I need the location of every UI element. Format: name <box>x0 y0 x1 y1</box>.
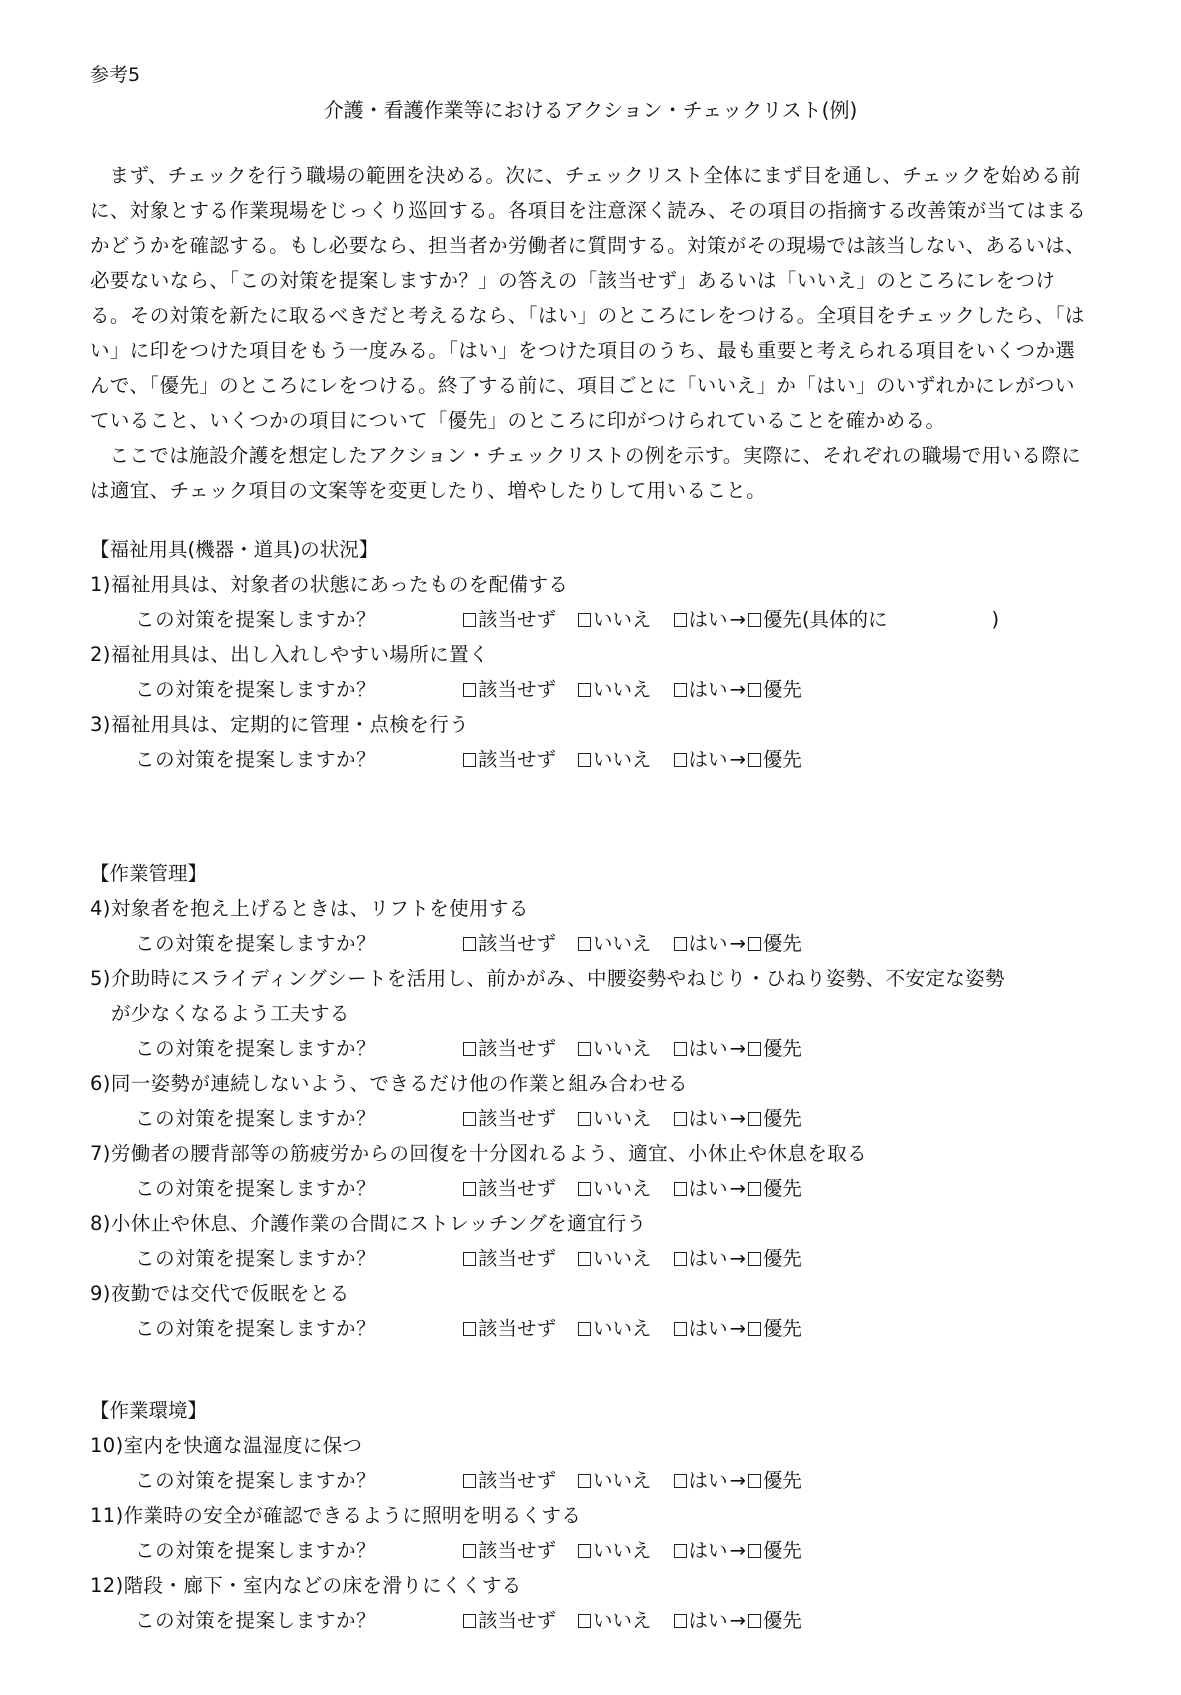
checklist-item-3: 3)福祉用具は、定期的に管理・点検を行う <box>90 713 470 736</box>
checkbox-icon[interactable] <box>463 613 476 627</box>
checkbox-icon[interactable] <box>578 1252 591 1266</box>
question-row-5 <box>90 1031 1090 1066</box>
option-priority[interactable]: 優先 <box>748 1101 802 1136</box>
question-label: この対策を提案しますか？ <box>135 1107 377 1130</box>
question-row-7 <box>90 1171 1090 1206</box>
arrow-icon: → <box>729 608 746 631</box>
checkbox-icon[interactable] <box>748 683 761 697</box>
checkbox-icon[interactable] <box>674 1544 687 1558</box>
question-label: この対策を提案しますか？ <box>135 1177 377 1200</box>
arrow-icon: → <box>729 1247 746 1270</box>
option-priority[interactable]: 優先 <box>748 1241 802 1276</box>
checklist-item-8: 8)小休止や休息、介護作業の合間にストレッチングを適宜行う <box>90 1212 647 1235</box>
option-yes[interactable]: はい <box>674 1171 728 1206</box>
option-yes[interactable]: はい <box>674 1603 728 1638</box>
option-yes[interactable]: はい <box>674 602 728 637</box>
option-yes[interactable]: はい <box>674 1101 728 1136</box>
arrow-icon: → <box>729 1107 746 1130</box>
section-heading: 【作業管理】 <box>90 862 208 885</box>
arrow-icon: → <box>729 932 746 955</box>
checkbox-icon[interactable] <box>578 1322 591 1336</box>
checklist-item-11: 11)作業時の安全が確認できるように照明を明るくする <box>90 1504 582 1527</box>
option-no[interactable]: いいえ <box>578 1171 652 1206</box>
intro-paragraph-1: まず、チェックを行う職場の範囲を決める。次に、チェックリスト全体にまず目を通し、チェックを始める前に、対象とする作業現場をじっくり巡回する。各項目を注意深く読み、その項目の指摘する改善策が当てはまるかどうかを確認する。もし必要なら、担当者か労働者に質問する。対策がその現場では該当しない、あるいは、必要ないなら、「この対策を提案しますか？」の答えの「該当せず」あるいは「いいえ」のところにレをつける。その対策を新たに取るべきだと考えるなら、「はい」のところにレをつける。全項目をチェックしたら、「はい」に印をつけた項目をもう一度みる。「はい」をつけた項目のうち、最も重要と考えられる項目をいくつか選んで、「優先」のところにレをつける。終了する前に、項目ごとに「いいえ」か「はい」のいずれかにレがついていること、いくつかの項目について「優先」のところに印がつけられていることを確かめる。 <box>90 164 1087 432</box>
section-heading: 【作業環境】 <box>90 1399 208 1422</box>
question-row-11 <box>90 1533 1090 1568</box>
option-na[interactable]: 該当せず <box>463 1311 556 1346</box>
question-label: この対策を提案しますか？ <box>135 1469 377 1492</box>
section-work-environment <box>90 1393 1090 1638</box>
checkbox-icon[interactable] <box>463 1042 476 1056</box>
checkbox-icon[interactable] <box>578 613 591 627</box>
question-label: この対策を提案しますか？ <box>135 1539 377 1562</box>
intro-text <box>90 158 1090 508</box>
question-label: この対策を提案しますか？ <box>135 1037 377 1060</box>
arrow-icon: → <box>729 1609 746 1632</box>
arrow-icon: → <box>729 748 746 771</box>
option-yes[interactable]: はい <box>674 1463 728 1498</box>
checkbox-icon[interactable] <box>578 753 591 767</box>
checkbox-icon[interactable] <box>748 1474 761 1488</box>
checkbox-icon[interactable] <box>463 1322 476 1336</box>
option-na[interactable]: 該当せず <box>463 1031 556 1066</box>
checkbox-icon[interactable] <box>463 683 476 697</box>
option-yes[interactable]: はい <box>674 1311 728 1346</box>
option-na[interactable]: 該当せず <box>463 926 556 961</box>
option-no[interactable]: いいえ <box>578 1533 652 1568</box>
checkbox-icon[interactable] <box>748 1182 761 1196</box>
checkbox-icon[interactable] <box>748 753 761 767</box>
checklist-item-5 <box>90 961 1090 1031</box>
checkbox-icon[interactable] <box>748 613 761 627</box>
question-row-8 <box>90 1241 1090 1276</box>
checkbox-icon[interactable] <box>578 1112 591 1126</box>
option-na[interactable]: 該当せず <box>463 1101 556 1136</box>
checkbox-icon[interactable] <box>674 1182 687 1196</box>
option-priority[interactable]: 優先 <box>748 742 802 777</box>
checkbox-icon[interactable] <box>578 1474 591 1488</box>
checkbox-icon[interactable] <box>674 1252 687 1266</box>
option-priority[interactable]: 優先 <box>748 1603 802 1638</box>
option-na[interactable]: 該当せず <box>463 1533 556 1568</box>
question-row-9 <box>90 1311 1090 1346</box>
question-label: この対策を提案しますか？ <box>135 1247 377 1270</box>
checkbox-icon[interactable] <box>748 937 761 951</box>
question-row-2 <box>90 672 1090 707</box>
option-na[interactable]: 該当せず <box>463 1241 556 1276</box>
checkbox-icon[interactable] <box>674 1614 687 1628</box>
question-label: この対策を提案しますか？ <box>135 608 377 631</box>
checkbox-icon[interactable] <box>463 1182 476 1196</box>
option-no[interactable]: いいえ <box>578 1463 652 1498</box>
checkbox-icon[interactable] <box>578 683 591 697</box>
question-row-10 <box>90 1463 1090 1498</box>
page-title: 介護・看護作業等におけるアクション・チェックリスト(例) <box>323 98 858 122</box>
option-na[interactable]: 該当せず <box>463 1463 556 1498</box>
checkbox-icon[interactable] <box>748 1322 761 1336</box>
arrow-icon: → <box>729 1037 746 1060</box>
checkbox-icon[interactable] <box>674 1322 687 1336</box>
checkbox-icon[interactable] <box>674 683 687 697</box>
question-row-12 <box>90 1603 1090 1638</box>
option-na[interactable]: 該当せず <box>463 672 556 707</box>
checklist-item-4: 4)対象者を抱え上げるときは、リフトを使用する <box>90 897 529 920</box>
question-label: この対策を提案しますか？ <box>135 1317 377 1340</box>
option-no[interactable]: いいえ <box>578 1603 652 1638</box>
checkbox-icon[interactable] <box>748 1252 761 1266</box>
checkbox-icon[interactable] <box>674 937 687 951</box>
option-no[interactable]: いいえ <box>578 1101 652 1136</box>
checkbox-icon[interactable] <box>463 1112 476 1126</box>
checkbox-icon[interactable] <box>578 937 591 951</box>
checkbox-icon[interactable] <box>463 1474 476 1488</box>
option-no[interactable]: いいえ <box>578 1031 652 1066</box>
option-priority[interactable]: 優先 <box>748 1311 802 1346</box>
option-priority-detail[interactable]: 優先(具体的に <box>748 602 888 637</box>
checkbox-icon[interactable] <box>463 937 476 951</box>
option-na[interactable]: 該当せず <box>463 602 556 637</box>
intro-paragraph-2: ここでは施設介護を想定したアクション・チェックリストの例を示す。実際に、それぞれの職場で用いる際には適宜、チェック項目の文案等を変更したり、増やしたりして用いること。 <box>90 444 1082 502</box>
checkbox-icon[interactable] <box>463 1544 476 1558</box>
option-priority[interactable]: 優先 <box>748 1171 802 1206</box>
section-work-management <box>90 856 1090 1346</box>
section-heading: 【福祉用具(機器・道具)の状況】 <box>90 538 379 561</box>
option-no[interactable]: いいえ <box>578 1311 652 1346</box>
question-label: この対策を提案しますか？ <box>135 1609 377 1632</box>
question-label: この対策を提案しますか？ <box>135 678 377 701</box>
checkbox-icon[interactable] <box>578 1182 591 1196</box>
checkbox-icon[interactable] <box>748 1544 761 1558</box>
checkbox-icon[interactable] <box>748 1614 761 1628</box>
reference-label: 参考5 <box>90 64 141 86</box>
arrow-icon: → <box>729 1177 746 1200</box>
section-welfare-equipment <box>90 532 1090 777</box>
option-priority[interactable]: 優先 <box>748 672 802 707</box>
question-label: この対策を提案しますか？ <box>135 748 377 771</box>
option-yes[interactable]: はい <box>674 1533 728 1568</box>
checklist-item-12: 12)階段・廊下・室内などの床を滑りにくくする <box>90 1574 522 1597</box>
checkbox-icon[interactable] <box>748 1042 761 1056</box>
checkbox-icon[interactable] <box>463 1614 476 1628</box>
option-priority[interactable]: 優先 <box>748 1463 802 1498</box>
question-row-4 <box>90 926 1090 961</box>
option-no[interactable]: いいえ <box>578 1241 652 1276</box>
option-yes[interactable]: はい <box>674 672 728 707</box>
checklist-item-10: 10)室内を快適な温湿度に保つ <box>90 1434 363 1457</box>
option-na[interactable]: 該当せず <box>463 742 556 777</box>
arrow-icon: → <box>729 1539 746 1562</box>
option-no[interactable]: いいえ <box>578 742 652 777</box>
checklist-item-text: 5)介助時にスライディングシートを活用し、前かがみ、中腰姿勢やねじり・ひねり姿勢、不安定な姿勢 <box>90 967 1005 990</box>
option-no[interactable]: いいえ <box>578 926 652 961</box>
checkbox-icon[interactable] <box>674 1474 687 1488</box>
checkbox-icon[interactable] <box>578 1544 591 1558</box>
checkbox-icon[interactable] <box>674 753 687 767</box>
option-yes[interactable]: はい <box>674 926 728 961</box>
option-na[interactable]: 該当せず <box>463 1171 556 1206</box>
checkbox-icon[interactable] <box>674 1042 687 1056</box>
option-yes[interactable]: はい <box>674 742 728 777</box>
option-na[interactable]: 該当せず <box>463 1603 556 1638</box>
checklist-item-2: 2)福祉用具は、出し入れしやすい場所に置く <box>90 643 489 666</box>
option-no[interactable]: いいえ <box>578 672 652 707</box>
checklist-item-7: 7)労働者の腰背部等の筋疲労からの回復を十分図れるよう、適宜、小休止や休息を取る <box>90 1142 868 1165</box>
option-priority[interactable]: 優先 <box>748 926 802 961</box>
option-yes[interactable]: はい <box>674 1241 728 1276</box>
question-row-6 <box>90 1101 1090 1136</box>
checklist-item-9: 9)夜勤では交代で仮眠をとる <box>90 1282 350 1305</box>
option-priority[interactable]: 優先 <box>748 1533 802 1568</box>
checkbox-icon[interactable] <box>578 1614 591 1628</box>
checkbox-icon[interactable] <box>463 1252 476 1266</box>
checkbox-icon[interactable] <box>463 753 476 767</box>
close-paren: ) <box>991 608 1000 631</box>
checkbox-icon[interactable] <box>674 1112 687 1126</box>
checkbox-icon[interactable] <box>578 1042 591 1056</box>
arrow-icon: → <box>729 678 746 701</box>
arrow-icon: → <box>729 1317 746 1340</box>
option-priority[interactable]: 優先 <box>748 1031 802 1066</box>
question-row-3 <box>90 742 1090 777</box>
arrow-icon: → <box>729 1469 746 1492</box>
option-no[interactable]: いいえ <box>578 602 652 637</box>
checklist-item-6: 6)同一姿勢が連続しないよう、できるだけ他の作業と組み合わせる <box>90 1072 688 1095</box>
question-row-1 <box>90 602 1090 637</box>
checkbox-icon[interactable] <box>748 1112 761 1126</box>
checklist-item-continuation: が少なくなるよう工夫する <box>111 1002 350 1025</box>
question-label: この対策を提案しますか？ <box>135 932 377 955</box>
checkbox-icon[interactable] <box>674 613 687 627</box>
checklist-item-1: 1)福祉用具は、対象者の状態にあったものを配備する <box>90 573 569 596</box>
option-yes[interactable]: はい <box>674 1031 728 1066</box>
